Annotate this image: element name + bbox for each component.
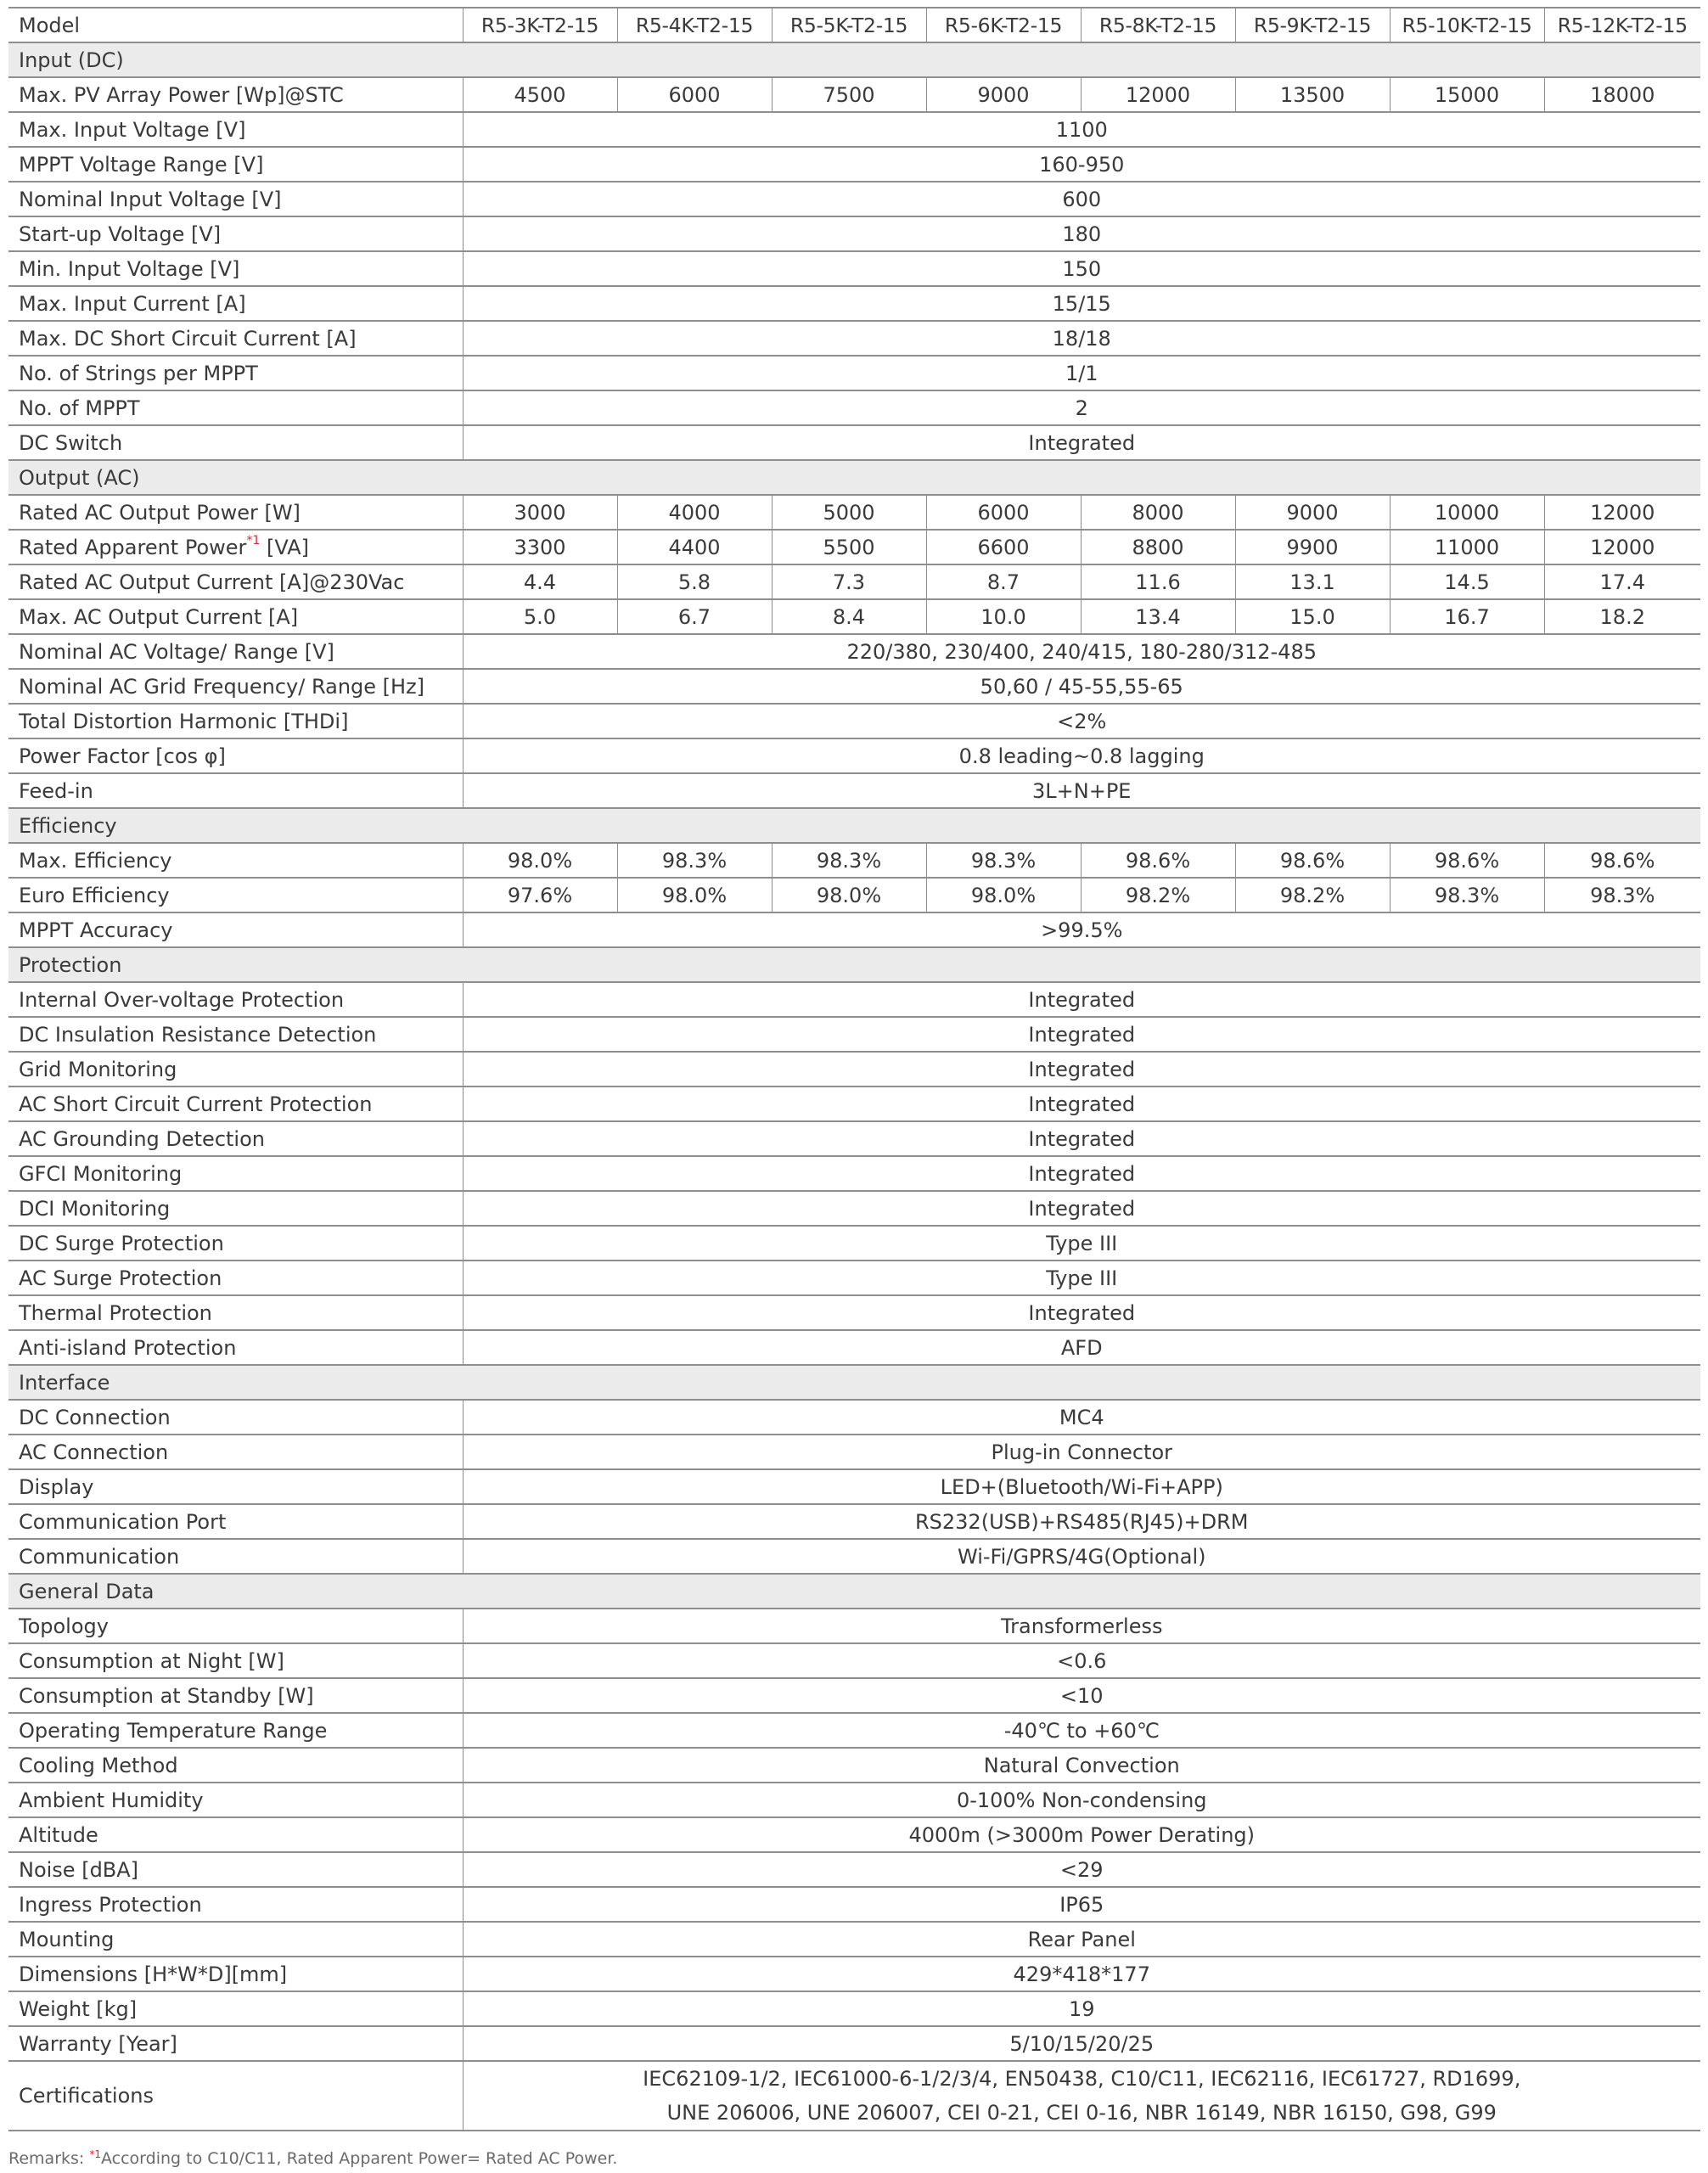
- spec-value: 16.7: [1390, 599, 1544, 634]
- spec-label: [8, 1817, 463, 1852]
- spec-label: [8, 1957, 463, 1991]
- spec-label: [8, 738, 463, 773]
- spec-value: Integrated: [463, 982, 1700, 1017]
- spec-value: 9000: [926, 77, 1081, 112]
- spec-row: [8, 77, 1700, 112]
- spec-value: 19: [463, 1991, 1700, 2026]
- spec-row: [8, 1609, 1700, 1643]
- spec-value: -40℃ to +60℃: [463, 1713, 1700, 1748]
- spec-value: 6.7: [617, 599, 772, 634]
- spec-value: Integrated: [463, 1052, 1700, 1086]
- spec-label: [8, 982, 463, 1017]
- spec-value: Transformerless: [463, 1609, 1700, 1643]
- spec-row: [8, 1504, 1700, 1539]
- spec-label-text: Nominal Input Voltage [V]: [19, 187, 282, 211]
- spec-row: [8, 530, 1700, 564]
- spec-row: [8, 1156, 1700, 1191]
- spec-value: <0.6: [463, 1643, 1700, 1678]
- spec-label: [8, 1539, 463, 1574]
- spec-value: 98.2%: [1235, 878, 1390, 912]
- model-name: R5-6K-T2-15: [926, 8, 1081, 42]
- spec-row: [8, 1226, 1700, 1261]
- spec-value: IP65: [463, 1887, 1700, 1922]
- spec-label: [8, 564, 463, 599]
- spec-row: [8, 669, 1700, 704]
- spec-label: [8, 669, 463, 704]
- spec-value: <2%: [463, 704, 1700, 738]
- spec-row: [8, 1330, 1700, 1365]
- section-title: Input (DC): [8, 42, 1700, 77]
- spec-value: 2: [463, 390, 1700, 425]
- remark-prefix: Remarks:: [8, 2149, 90, 2168]
- spec-label-text: Weight [kg]: [19, 1996, 138, 2021]
- footnote-marker: *1: [246, 533, 261, 547]
- spec-label-text: Display: [19, 1474, 94, 1499]
- spec-label-text: Consumption at Standby [W]: [19, 1683, 314, 1708]
- spec-label-text: Consumption at Night [W]: [19, 1648, 284, 1673]
- spec-label: [8, 1713, 463, 1748]
- spec-label: [8, 2061, 463, 2131]
- spec-value: Type III: [463, 1226, 1700, 1261]
- spec-label-text: Max. Input Voltage [V]: [19, 117, 246, 142]
- spec-value: Type III: [463, 1261, 1700, 1295]
- spec-label: [8, 773, 463, 808]
- spec-value: 12000: [1544, 530, 1700, 564]
- spec-value: 15000: [1390, 77, 1544, 112]
- spec-label-text: Max. DC Short Circuit Current [A]: [19, 326, 357, 351]
- spec-row: [8, 1852, 1700, 1887]
- spec-value: 6600: [926, 530, 1081, 564]
- spec-value: 150: [463, 251, 1700, 286]
- spec-value: 3000: [463, 495, 617, 530]
- model-name: R5-3K-T2-15: [463, 8, 617, 42]
- spec-value: 15/15: [463, 286, 1700, 321]
- spec-value: AFD: [463, 1330, 1700, 1365]
- spec-label-text: Topology: [19, 1614, 109, 1638]
- spec-label: [8, 147, 463, 182]
- spec-row: [8, 1086, 1700, 1121]
- spec-label-text: Anti-island Protection: [19, 1335, 237, 1360]
- spec-value: 98.0%: [463, 843, 617, 878]
- spec-label-text: GFCI Monitoring: [19, 1161, 183, 1186]
- spec-label-text: Noise [dBA]: [19, 1857, 139, 1882]
- spec-row: [8, 356, 1700, 390]
- spec-row: [8, 1469, 1700, 1504]
- spec-value: 50,60 / 45-55,55-65: [463, 669, 1700, 704]
- spec-label: [8, 1643, 463, 1678]
- section-title: Interface: [8, 1365, 1700, 1400]
- spec-label: [8, 216, 463, 251]
- spec-label: [8, 1226, 463, 1261]
- spec-value: 18.2: [1544, 599, 1700, 634]
- spec-label: [8, 530, 463, 564]
- spec-label-text: Warranty [Year]: [19, 2031, 177, 2056]
- spec-value: 13.4: [1081, 599, 1235, 634]
- spec-value: 4000m (>3000m Power Derating): [463, 1817, 1700, 1852]
- spec-row: [8, 495, 1700, 530]
- spec-label: [8, 1052, 463, 1086]
- section-general-data: [8, 1574, 1700, 1609]
- spec-label: [8, 1156, 463, 1191]
- spec-label-text: Max. PV Array Power [Wp]@STC: [19, 82, 344, 107]
- spec-value: 4.4: [463, 564, 617, 599]
- spec-value: 98.0%: [926, 878, 1081, 912]
- spec-label-text: AC Surge Protection: [19, 1266, 222, 1290]
- spec-row: [8, 1191, 1700, 1226]
- spec-value: Integrated: [463, 1017, 1700, 1052]
- spec-row: [8, 321, 1700, 356]
- spec-label-text: DC Connection: [19, 1405, 171, 1429]
- spec-value: 4000: [617, 495, 772, 530]
- spec-value: 6000: [617, 77, 772, 112]
- model-name: R5-12K-T2-15: [1544, 8, 1700, 42]
- spec-label: [8, 843, 463, 878]
- header-label: Model: [8, 8, 463, 42]
- spec-value: Integrated: [463, 1191, 1700, 1226]
- spec-value: 600: [463, 182, 1700, 216]
- spec-value: 9000: [1235, 495, 1390, 530]
- spec-value: 97.6%: [463, 878, 617, 912]
- spec-value: 98.6%: [1235, 843, 1390, 878]
- spec-row: [8, 1678, 1700, 1713]
- spec-label-text: Rated AC Output Current [A]@230Vac: [19, 570, 405, 594]
- model-name: R5-9K-T2-15: [1235, 8, 1390, 42]
- section-input-dc: [8, 42, 1700, 77]
- spec-value: 5000: [772, 495, 926, 530]
- spec-value: 5/10/15/20/25: [463, 2026, 1700, 2061]
- section-efficiency: [8, 808, 1700, 843]
- spec-label-text: Min. Input Voltage [V]: [19, 256, 240, 281]
- section-protection: [8, 947, 1700, 982]
- spec-label-text: DCI Monitoring: [19, 1196, 171, 1221]
- spec-value: 18/18: [463, 321, 1700, 356]
- section-title: Protection: [8, 947, 1700, 982]
- section-title: Efficiency: [8, 808, 1700, 843]
- spec-value: 98.3%: [1544, 878, 1700, 912]
- footnote-marker: *1: [89, 2148, 101, 2160]
- spec-row: [8, 1643, 1700, 1678]
- spec-value: 98.0%: [617, 878, 772, 912]
- spec-label-text: Rated AC Output Power [W]: [19, 500, 301, 525]
- spec-label: [8, 286, 463, 321]
- spec-row: [8, 216, 1700, 251]
- spec-label: [8, 1086, 463, 1121]
- spec-label: [8, 182, 463, 216]
- spec-label: [8, 1887, 463, 1922]
- spec-value: 4500: [463, 77, 617, 112]
- spec-row: [8, 2026, 1700, 2061]
- spec-value: Plug-in Connector: [463, 1435, 1700, 1469]
- spec-label: [8, 1400, 463, 1435]
- spec-label-text: MPPT Accuracy: [19, 918, 173, 942]
- spec-label-text: Nominal AC Grid Frequency/ Range [Hz]: [19, 674, 425, 699]
- spec-row: [8, 425, 1700, 460]
- spec-label: [8, 1017, 463, 1052]
- spec-value: 11000: [1390, 530, 1544, 564]
- spec-value-line: UNE 206006, UNE 206007, CEI 0-21, CEI 0-16, NBR 16149, NBR 16150, G98, G99: [666, 2101, 1497, 2125]
- spec-label-text: Rated Apparent Power: [19, 535, 247, 559]
- spec-table: [8, 7, 1700, 2131]
- spec-value: 98.3%: [1390, 878, 1544, 912]
- spec-label-text: Dimensions [H*W*D][mm]: [19, 1962, 288, 1986]
- spec-label-text: MPPT Voltage Range [V]: [19, 152, 264, 177]
- spec-value: 98.6%: [1390, 843, 1544, 878]
- spec-value: 98.6%: [1544, 843, 1700, 878]
- spec-label-text: Nominal AC Voltage/ Range [V]: [19, 639, 334, 664]
- spec-label-text: Internal Over-voltage Protection: [19, 987, 345, 1012]
- spec-label-text: Total Distortion Harmonic [THDi]: [19, 709, 349, 733]
- spec-value: <10: [463, 1678, 1700, 1713]
- spec-label: [8, 112, 463, 147]
- spec-label: [8, 1991, 463, 2026]
- spec-label: [8, 425, 463, 460]
- spec-value: 17.4: [1544, 564, 1700, 599]
- spec-value: 7500: [772, 77, 926, 112]
- spec-row: [8, 1783, 1700, 1817]
- spec-value: 9900: [1235, 530, 1390, 564]
- spec-row: [8, 1435, 1700, 1469]
- spec-label-text: No. of Strings per MPPT: [19, 361, 258, 385]
- spec-row: [8, 704, 1700, 738]
- spec-label-text: Ambient Humidity: [19, 1788, 204, 1812]
- spec-label: [8, 1191, 463, 1226]
- model-name: R5-4K-T2-15: [617, 8, 772, 42]
- spec-label-text: DC Switch: [19, 430, 123, 455]
- spec-value: Natural Convection: [463, 1748, 1700, 1783]
- section-output-ac: [8, 460, 1700, 495]
- spec-label: [8, 356, 463, 390]
- spec-value: 14.5: [1390, 564, 1544, 599]
- spec-row: [8, 1052, 1700, 1086]
- spec-row: [8, 286, 1700, 321]
- spec-value: 98.3%: [617, 843, 772, 878]
- spec-value: 12000: [1544, 495, 1700, 530]
- spec-value: 18000: [1544, 77, 1700, 112]
- spec-row: [8, 390, 1700, 425]
- spec-value: 8800: [1081, 530, 1235, 564]
- spec-row: [8, 738, 1700, 773]
- spec-row: [8, 1261, 1700, 1295]
- spec-value: Wi-Fi/GPRS/4G(Optional): [463, 1539, 1700, 1574]
- spec-value: 5.0: [463, 599, 617, 634]
- spec-label-text: Certifications: [19, 2084, 154, 2108]
- spec-value: Integrated: [463, 1295, 1700, 1330]
- spec-label: [8, 599, 463, 634]
- spec-value: 6000: [926, 495, 1081, 530]
- spec-value: MC4: [463, 1400, 1700, 1435]
- spec-label-text: AC Grounding Detection: [19, 1126, 265, 1151]
- spec-value: 12000: [1081, 77, 1235, 112]
- spec-value: 4400: [617, 530, 772, 564]
- spec-row: [8, 1295, 1700, 1330]
- spec-row: [8, 1017, 1700, 1052]
- spec-row: [8, 2061, 1700, 2131]
- spec-value: 1100: [463, 112, 1700, 147]
- spec-value: 11.6: [1081, 564, 1235, 599]
- section-title: General Data: [8, 1574, 1700, 1609]
- spec-label-text: No. of MPPT: [19, 396, 140, 420]
- spec-value: 15.0: [1235, 599, 1390, 634]
- spec-label-text: Max. AC Output Current [A]: [19, 604, 299, 629]
- remarks-note: [8, 2149, 617, 2168]
- spec-value: 98.3%: [772, 843, 926, 878]
- section-title: Output (AC): [8, 460, 1700, 495]
- spec-label: [8, 1469, 463, 1504]
- spec-value: 8.4: [772, 599, 926, 634]
- spec-row: [8, 982, 1700, 1017]
- spec-row: [8, 112, 1700, 147]
- spec-label: [8, 1295, 463, 1330]
- spec-label: [8, 634, 463, 669]
- spec-value: 5500: [772, 530, 926, 564]
- spec-row: [8, 912, 1700, 947]
- spec-row: [8, 1121, 1700, 1156]
- spec-value: 160-950: [463, 147, 1700, 182]
- spec-label-text: DC Insulation Resistance Detection: [19, 1022, 377, 1047]
- spec-value: 3300: [463, 530, 617, 564]
- spec-label-text: AC Connection: [19, 1440, 169, 1464]
- spec-row: [8, 251, 1700, 286]
- spec-label-text: Mounting: [19, 1927, 115, 1951]
- spec-table-body: [8, 8, 1700, 2131]
- spec-row: [8, 1887, 1700, 1922]
- spec-row: [8, 599, 1700, 634]
- spec-value: >99.5%: [463, 912, 1700, 947]
- spec-value: Integrated: [463, 425, 1700, 460]
- spec-label: [8, 251, 463, 286]
- spec-label: [8, 77, 463, 112]
- spec-label-text: Thermal Protection: [19, 1300, 212, 1325]
- model-name: R5-8K-T2-15: [1081, 8, 1235, 42]
- spec-label-text: Max. Input Current [A]: [19, 291, 246, 316]
- section-interface: [8, 1365, 1700, 1400]
- spec-value: 13.1: [1235, 564, 1390, 599]
- spec-label-text: Power Factor [cos φ]: [19, 744, 226, 768]
- spec-label: [8, 1922, 463, 1957]
- spec-label: [8, 2026, 463, 2061]
- spec-label: [8, 1435, 463, 1469]
- spec-row: [8, 564, 1700, 599]
- spec-value: Integrated: [463, 1121, 1700, 1156]
- spec-value: 180: [463, 216, 1700, 251]
- remark-text: According to C10/C11, Rated Apparent Power= Rated AC Power.: [100, 2149, 618, 2168]
- spec-value: 8.7: [926, 564, 1081, 599]
- spec-value: 98.3%: [926, 843, 1081, 878]
- spec-value: RS232(USB)+RS485(RJ45)+DRM: [463, 1504, 1700, 1539]
- spec-label-text: Start-up Voltage [V]: [19, 222, 222, 246]
- spec-value: 8000: [1081, 495, 1235, 530]
- spec-row: [8, 147, 1700, 182]
- spec-label: [8, 1852, 463, 1887]
- spec-value: 5.8: [617, 564, 772, 599]
- spec-label-text: Communication Port: [19, 1509, 227, 1534]
- spec-row: [8, 773, 1700, 808]
- spec-row: [8, 1957, 1700, 1991]
- spec-value-line: IEC62109-1/2, IEC61000-6-1/2/3/4, EN50438, C10/C11, IEC62116, IEC61727, RD1699,: [643, 2067, 1521, 2091]
- spec-label: [8, 912, 463, 947]
- model-name: R5-10K-T2-15: [1390, 8, 1544, 42]
- spec-row: [8, 1991, 1700, 2026]
- spec-label: [8, 1121, 463, 1156]
- spec-row: [8, 1817, 1700, 1852]
- spec-value: 10000: [1390, 495, 1544, 530]
- spec-value: 7.3: [772, 564, 926, 599]
- spec-label-text: Euro Efficiency: [19, 883, 170, 907]
- spec-row: [8, 843, 1700, 878]
- spec-value: 13500: [1235, 77, 1390, 112]
- spec-row: [8, 1713, 1700, 1748]
- spec-label-text: Communication: [19, 1544, 180, 1569]
- spec-value: 1/1: [463, 356, 1700, 390]
- spec-value: Integrated: [463, 1156, 1700, 1191]
- spec-label: [8, 1748, 463, 1783]
- spec-label-text: Ingress Protection: [19, 1892, 202, 1917]
- spec-value: 0-100% Non-condensing: [463, 1783, 1700, 1817]
- spec-value: LED+(Bluetooth/Wi-Fi+APP): [463, 1469, 1700, 1504]
- spec-value: 98.6%: [1081, 843, 1235, 878]
- model-header-row: [8, 8, 1700, 42]
- spec-value: 220/380, 230/400, 240/415, 180-280/312-485: [463, 634, 1700, 669]
- spec-label: [8, 1678, 463, 1713]
- spec-label: [8, 1504, 463, 1539]
- spec-label: [8, 878, 463, 912]
- spec-label-text: Operating Temperature Range: [19, 1718, 328, 1743]
- spec-label: [8, 1330, 463, 1365]
- spec-row: [8, 1400, 1700, 1435]
- spec-label: [8, 1609, 463, 1643]
- spec-row: [8, 878, 1700, 912]
- spec-label-text: Altitude: [19, 1822, 98, 1847]
- spec-label: [8, 704, 463, 738]
- spec-row: [8, 1922, 1700, 1957]
- spec-value: 3L+N+PE: [463, 773, 1700, 808]
- spec-value: 98.0%: [772, 878, 926, 912]
- spec-label: [8, 321, 463, 356]
- spec-value: 429*418*177: [463, 1957, 1700, 1991]
- spec-value: Rear Panel: [463, 1922, 1700, 1957]
- spec-value: Integrated: [463, 1086, 1700, 1121]
- spec-label: [8, 390, 463, 425]
- spec-label-text: Cooling Method: [19, 1753, 178, 1777]
- spec-value: 98.2%: [1081, 878, 1235, 912]
- spec-label: [8, 1783, 463, 1817]
- spec-label-text: AC Short Circuit Current Protection: [19, 1092, 373, 1116]
- spec-label-text: Grid Monitoring: [19, 1057, 177, 1081]
- spec-value: <29: [463, 1852, 1700, 1887]
- spec-label: [8, 495, 463, 530]
- spec-value: [463, 2061, 1700, 2131]
- spec-row: [8, 634, 1700, 669]
- spec-label-suffix: [VA]: [260, 535, 309, 559]
- spec-label-text: DC Surge Protection: [19, 1231, 224, 1255]
- model-name: R5-5K-T2-15: [772, 8, 926, 42]
- spec-value: 10.0: [926, 599, 1081, 634]
- spec-value: 0.8 leading~0.8 lagging: [463, 738, 1700, 773]
- spec-label-text: Max. Efficiency: [19, 848, 172, 873]
- spec-label-text: Feed-in: [19, 778, 93, 803]
- spec-row: [8, 1539, 1700, 1574]
- spec-row: [8, 182, 1700, 216]
- spec-label: [8, 1261, 463, 1295]
- spec-row: [8, 1748, 1700, 1783]
